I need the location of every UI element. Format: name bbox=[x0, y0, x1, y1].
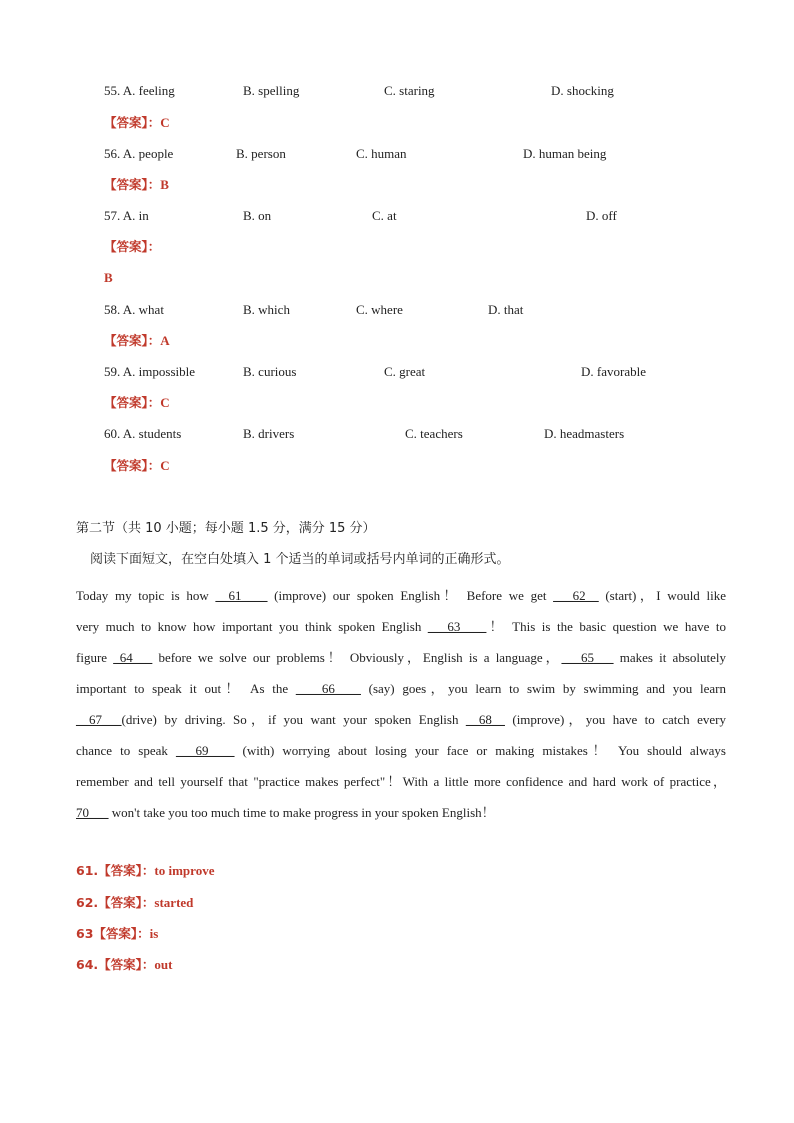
section-instruction: 阅读下面短文，在空白处填入 1 个适当的单词或括号内单词的正确形式。 bbox=[90, 552, 510, 567]
option-d: D. headmasters bbox=[544, 426, 625, 441]
option-b: B. which bbox=[243, 302, 290, 317]
option-a: 60. A. students bbox=[104, 426, 182, 441]
blank-67: __67___ bbox=[76, 712, 122, 727]
answer-value: out bbox=[154, 957, 173, 972]
answer-label: 62.【答案】： bbox=[76, 895, 155, 910]
fill-answer-61 bbox=[76, 862, 214, 880]
passage-line: remember and tell yourself that "practice makes perfect"！With a little more confidence and hard work of practice， bbox=[76, 774, 726, 789]
blank-63: ___63____ bbox=[427, 619, 487, 634]
answer-55 bbox=[104, 114, 170, 132]
answer-value: is bbox=[149, 926, 159, 941]
option-c: C. great bbox=[384, 364, 426, 379]
option-b: B. curious bbox=[243, 364, 297, 379]
answer-label: 63【答案】： bbox=[76, 926, 150, 941]
answer-value: C bbox=[160, 458, 170, 473]
option-d: D. that bbox=[488, 302, 524, 317]
option-a: 55. A. feeling bbox=[104, 83, 175, 98]
section-title: 第二节（共 10 小题；每小题 1.5 分，满分 15 分） bbox=[76, 521, 376, 536]
answer-56 bbox=[104, 176, 169, 194]
passage-line: figure _64___ before we solve our problems！ Obviously，English is a language，___65___ makes it absolutely bbox=[76, 650, 726, 665]
fill-answer-62 bbox=[76, 894, 193, 912]
passage-line: important to speak it out！ As the ____66____ (say) goes，you learn to swim by swimming and you learn bbox=[76, 681, 726, 696]
answer-58 bbox=[104, 332, 170, 350]
answer-value: B bbox=[160, 177, 169, 192]
answer-label: 【答案】： bbox=[104, 177, 161, 192]
option-c: C. teachers bbox=[405, 426, 463, 441]
answer-value: C bbox=[160, 395, 170, 410]
blank-64: _64___ bbox=[113, 650, 153, 665]
fill-answer-63 bbox=[76, 925, 158, 943]
answer-value: C bbox=[160, 115, 170, 130]
answer-value: B bbox=[104, 270, 113, 285]
passage-line: Today my topic is how __61____ (improve) our spoken English！ Before we get ___62__ (start)，I would like bbox=[76, 588, 726, 603]
blank-65: ___65___ bbox=[561, 650, 614, 665]
fill-answer-64 bbox=[76, 956, 172, 974]
answer-57-label bbox=[104, 238, 160, 256]
option-d: D. favorable bbox=[581, 364, 646, 379]
option-d: D. shocking bbox=[551, 83, 614, 98]
answer-label: 【答案】： bbox=[104, 239, 161, 254]
option-b: B. person bbox=[236, 146, 286, 161]
option-d: D. off bbox=[586, 208, 617, 223]
passage-line: chance to speak ___69____ (with) worrying about losing your face or making mistakes！ You should always bbox=[76, 743, 726, 758]
blank-62: ___62__ bbox=[553, 588, 599, 603]
blank-70: 70___ bbox=[76, 805, 109, 820]
blank-69: ___69____ bbox=[175, 743, 235, 758]
answer-value: started bbox=[154, 895, 194, 910]
answer-60 bbox=[104, 457, 170, 475]
option-b: B. spelling bbox=[243, 83, 300, 98]
answer-label: 【答案】： bbox=[104, 458, 161, 473]
answer-label: 【答案】： bbox=[104, 333, 161, 348]
passage-line: very much to know how important you think spoken English ___63____！ This is the basic question we have to bbox=[76, 619, 726, 634]
answer-label: 64.【答案】： bbox=[76, 957, 155, 972]
answer-value: to improve bbox=[154, 863, 215, 878]
answer-59 bbox=[104, 394, 170, 412]
option-a: 57. A. in bbox=[104, 208, 149, 223]
option-a: 59. A. impossible bbox=[104, 364, 196, 379]
answer-value: A bbox=[160, 333, 170, 348]
option-d: D. human being bbox=[523, 146, 607, 161]
answer-label: 【答案】： bbox=[104, 395, 161, 410]
passage-line: 70___ won't take you too much time to make progress in your spoken English！ bbox=[76, 805, 495, 820]
blank-68: __68__ bbox=[465, 712, 505, 727]
option-b: B. drivers bbox=[243, 426, 295, 441]
answer-57 bbox=[104, 269, 113, 287]
answer-label: 【答案】： bbox=[104, 115, 161, 130]
blank-66: ____66____ bbox=[295, 681, 361, 696]
passage bbox=[76, 580, 726, 828]
option-b: B. on bbox=[243, 208, 272, 223]
option-a: 56. A. people bbox=[104, 146, 174, 161]
option-c: C. at bbox=[372, 208, 397, 223]
passage-line: __67___(drive) by driving. So，if you want your spoken English __68__ (improve)，you have to catch every bbox=[76, 712, 726, 727]
option-c: C. staring bbox=[384, 83, 435, 98]
option-a: 58. A. what bbox=[104, 302, 164, 317]
option-c: C. where bbox=[356, 302, 403, 317]
blank-61: __61____ bbox=[215, 588, 268, 603]
answer-label: 61.【答案】： bbox=[76, 863, 155, 878]
option-c: C. human bbox=[356, 146, 407, 161]
